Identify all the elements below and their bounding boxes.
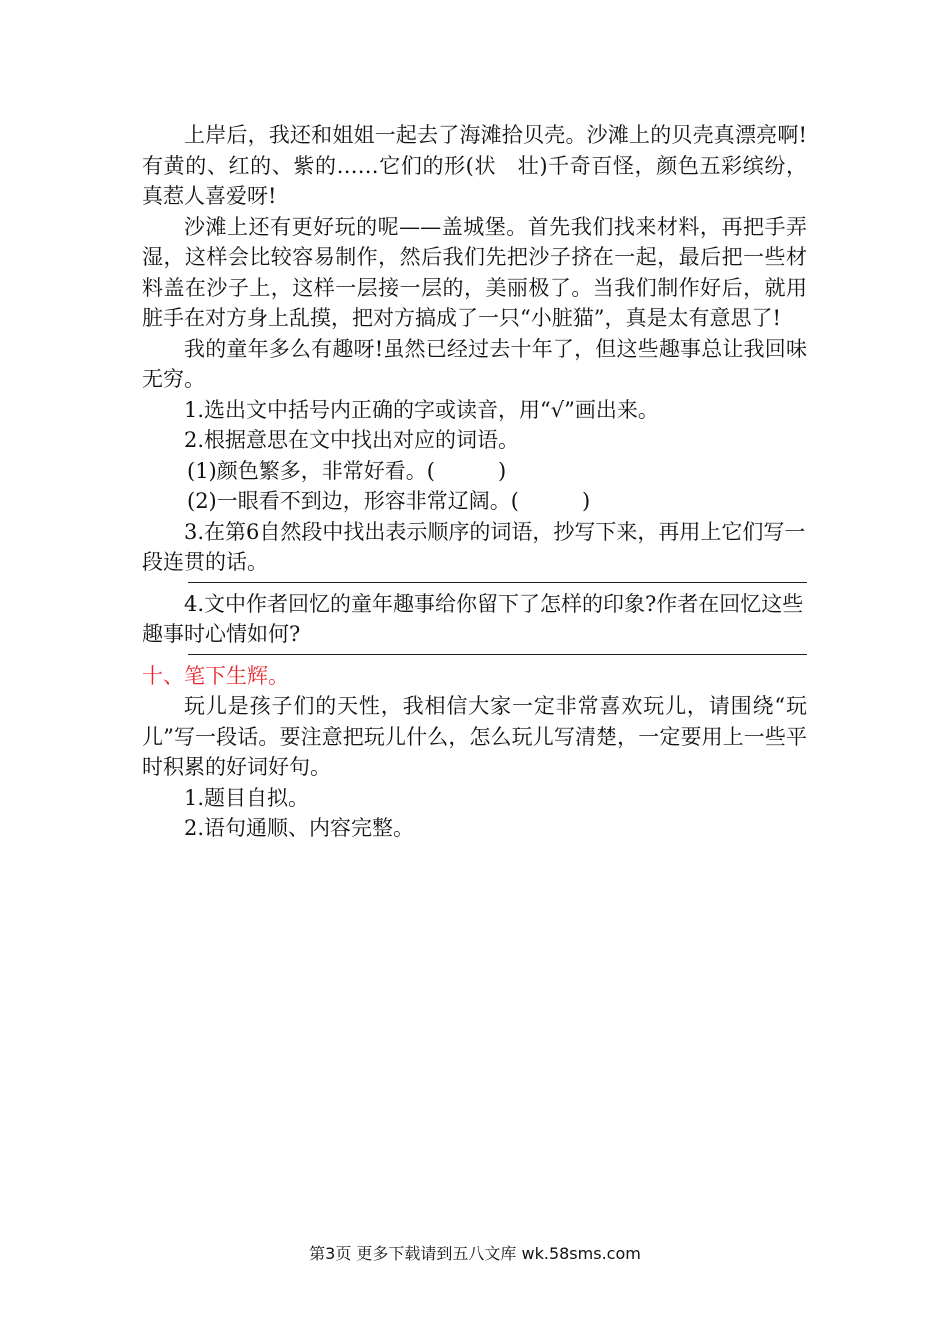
question-2-item-2: (2)一眼看不到边，形容非常辽阔。( ) <box>187 489 591 513</box>
passage-paragraph-shells: 上岸后，我还和姐姐一起去了海滩拾贝壳。沙滩上的贝壳真漂亮啊!有黄的、红的、紫的……它们的形(状 壮)千奇百怪，颜色五彩缤纷，真惹人喜爱呀! <box>142 123 807 208</box>
passage-paragraph-conclusion: 我的童年多么有趣呀!虽然已经过去十年了，但这些趣事总让我回味无穷。 <box>142 336 807 391</box>
answer-line-question-3[interactable] <box>188 582 807 583</box>
page-footer: 第3页 更多下载请到五八文库 wk.58sms.com <box>309 1244 641 1263</box>
question-2: 2.根据意思在文中找出对应的词语。 <box>184 428 520 452</box>
passage-paragraph-castle: 沙滩上还有更好玩的呢——盖城堡。首先我们找来材料，再把手弄湿，这样会比较容易制作，然后我们先把沙子挤在一起，最后把一些材料盖在沙子上，这样一层接一层的，美丽极了。当我们制作好后，就用脏手在对方身上乱摸，把对方搞成了一只“小脏猫”，真是太有意思了! <box>142 214 807 330</box>
document-body <box>142 120 807 844</box>
section-10-prompt: 玩儿是孩子们的天性，我相信大家一定非常喜欢玩儿，请围绕“玩儿”写一段话。要注意把玩儿什么，怎么玩儿写清楚，一定要用上一些平时积累的好词好句。 <box>142 694 807 779</box>
section-10-requirement-1: 1.题目自拟。 <box>184 785 310 810</box>
question-2-item-1: (1)颜色繁多，非常好看。( ) <box>187 458 507 483</box>
section-10-heading: 十、笔下生辉。 <box>142 663 289 688</box>
section-10-requirement-2: 2.语句通顺、内容完整。 <box>184 816 415 840</box>
question-3: 3.在第6自然段中找出表示顺序的词语，抄写下来，再用上它们写一段连贯的话。 <box>142 519 806 574</box>
question-4: 4.文中作者回忆的童年趣事给你留下了怎样的印象?作者在回忆这些趣事时心情如何? <box>142 591 804 646</box>
answer-line-question-4[interactable] <box>188 654 807 655</box>
question-1: 1.选出文中括号内正确的字或读音，用“√”画出来。 <box>184 397 659 422</box>
